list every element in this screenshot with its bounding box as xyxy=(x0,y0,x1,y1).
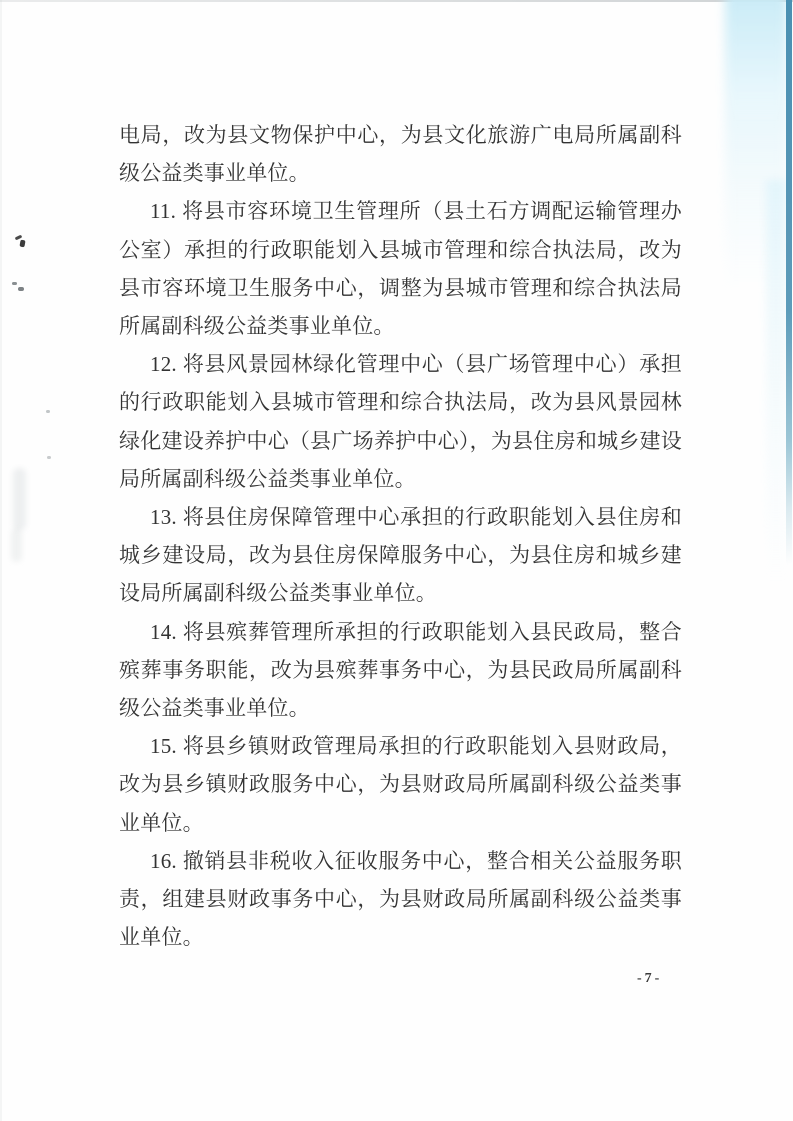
paragraph: 电局，改为县文物保护中心，为县文化旅游广电局所属副科级公益类事业单位。 xyxy=(119,123,682,186)
scan-cyan-wash-side xyxy=(766,180,786,580)
scan-edge-blue-line xyxy=(786,0,792,565)
scan-speck xyxy=(12,282,17,285)
scan-left-edge xyxy=(0,0,2,1121)
text-block xyxy=(119,116,682,956)
paragraph: 15. 将县乡镇财政管理局承担的行政职能划入县财政局，改为县乡镇财政服务中心，为县财政局所属副科级公益类事业单位。 xyxy=(119,734,682,835)
scan-speck xyxy=(46,410,50,413)
paragraph: 11. 将县市容环境卫生管理所（县土石方调配运输管理办公室）承担的行政职能划入县城市管理和综合执法局，改为县市容环境卫生服务中心，调整为县城市管理和综合执法局所属副科级公益类事业单位。 xyxy=(119,199,682,339)
paragraph: 13. 将县住房保障管理中心承担的行政职能划入县住房和城乡建设局，改为县住房保障服务中心，为县住房和城乡建设局所属副科级公益类事业单位。 xyxy=(119,505,682,606)
scan-speck xyxy=(19,240,25,248)
paragraph: 14. 将县殡葬管理所承担的行政职能划入县民政局，整合殡葬事务职能，改为县殡葬事务中心，为县民政局所属副科级公益类事业单位。 xyxy=(119,619,682,721)
scan-smudge xyxy=(13,468,26,530)
scan-top-edge xyxy=(0,0,793,2)
scan-smudge xyxy=(11,528,22,562)
paragraph: 16. 撤销县非税收入征收服务中心，整合相关公益服务职责，组建县财政事务中心，为县财政局所属副科级公益类事业单位。 xyxy=(119,848,682,950)
paragraph: 12. 将县风景园林绿化管理中心（县广场管理中心）承担的行政职能划入县城市管理和综合执法局，改为县风景园林绿化建设养护中心（县广场养护中心），为县住房和城乡建设局所属副科级公益类事业单位。 xyxy=(119,352,682,491)
scan-speck xyxy=(18,287,24,291)
page-number: -7- xyxy=(637,971,663,986)
scan-speck xyxy=(47,456,51,459)
